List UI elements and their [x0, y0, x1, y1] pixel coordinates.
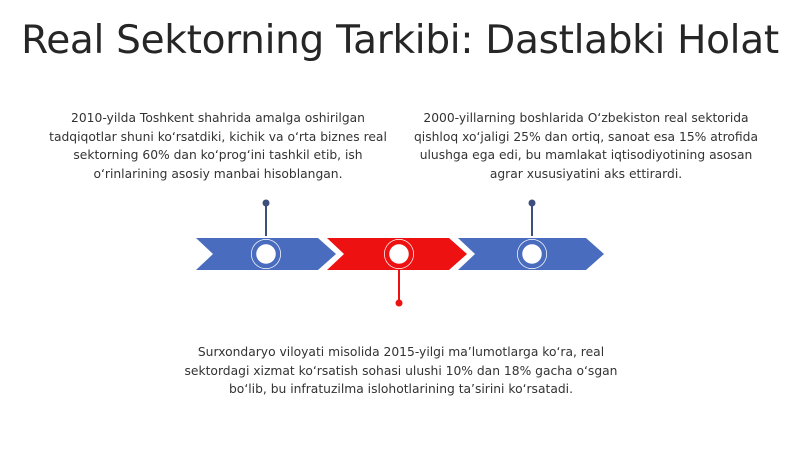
milestone-note-1: 2010-yilda Toshkent shahrida amalga oshirilgan tadqiqotlar shuni ko‘rsatdiki, kichik va o‘rta biznes real sektorning 60% dan ko‘prog‘ini tashkil etib, ish o‘rinlarining asosiy manbai hisoblangan. — [49, 111, 387, 181]
connector-dot-2 — [529, 200, 536, 207]
connector-dot-1 — [263, 200, 270, 207]
connector-dot-3 — [396, 300, 403, 307]
page-title: Real Sektorning Tarkibi: Dastlabki Holat — [21, 18, 779, 63]
milestone-note-2: 2000-yillarning boshlarida O‘zbekiston real sektorida qishloq xo‘jaligi 25% dan ortiq, sanoat esa 15% atrofida ulushga ega edi, bu mamlakat iqtisodiyotining asosan agrar xususiyatini aks ettirardi. — [414, 111, 758, 181]
milestone-marker-2-ring — [387, 242, 411, 266]
milestone-marker-3-ring — [520, 242, 544, 266]
milestone-marker-1-ring — [254, 242, 278, 266]
milestone-note-3: Surxondaryo viloyati misolida 2015-yilgi ma’lumotlarga ko‘ra, real sektordagi xizmat ko‘rsatish sohasi ulushi 10% dan 18% gacha o‘sgan bo‘lib, bu infratuzilma islohotlarining ta’sirini ko‘rsatadi. — [184, 345, 618, 396]
